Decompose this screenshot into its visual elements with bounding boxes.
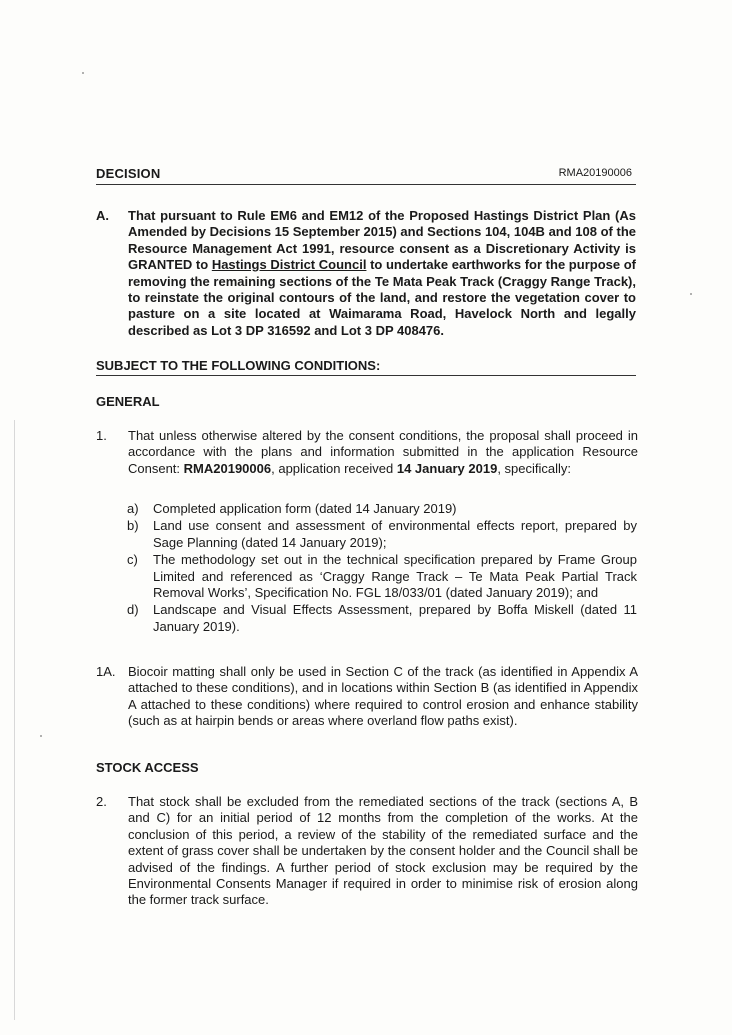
list-item: a) Completed application form (dated 14 January 2019) — [127, 501, 457, 516]
applicant-name: Hastings District Council — [211, 257, 367, 273]
condition-2-label: 2. — [96, 794, 107, 809]
decision-header — [96, 166, 636, 185]
stock-access-heading: STOCK ACCESS — [96, 760, 199, 775]
paragraph-a-label: A. — [96, 208, 109, 223]
consent-number: RMA20190006 — [183, 460, 272, 476]
scan-edge-line — [14, 420, 15, 1020]
list-item: c) The methodology set out in the technical specification prepared by Frame Group Limited and referenced as ‘Craggy Range Track – Te Mata Peak Partial Track Removal Works’, Specification No. FGL 18/033/01 (dated January 2019); and — [127, 552, 637, 601]
condition-2-text: That stock shall be excluded from the remediated sections of the track (sections A, B and C) for an initial period of 12 months from the completion of the works. At the conclusion of this period, a review of the stability of the remediated surface and the extent of grass cover shall be undertaken by the consent holder and the Council shall be advised of the findings. A further period of stock exclusion may be required by the Environmental Consents Manager if required in order to minimise risk of erosion along the former track surface. — [128, 794, 638, 908]
list-item: d) Landscape and Visual Effects Assessment, prepared by Boffa Miskell (dated 11 January 2019). — [127, 602, 637, 634]
scan-speck — [40, 735, 42, 737]
condition-1-items — [127, 501, 637, 636]
condition-1-label: 1. — [96, 428, 107, 443]
general-heading: GENERAL — [96, 394, 160, 409]
condition-1a-text: Biocoir matting shall only be used in Section C of the track (as identified in Appendix A attached to these conditions), and in locations within Section B (as identified in Appendix A attached to these conditions) where required to control erosion and enhance stability (such as at hairpin bends or areas where overland flow paths exist). — [128, 664, 638, 729]
list-item: b) Land use consent and assessment of environmental effects report, prepared by Sage Planning (dated 14 January 2019); — [127, 518, 637, 550]
received-date: 14 January 2019 — [396, 460, 498, 476]
scan-speck — [82, 72, 84, 74]
subject-heading: SUBJECT TO THE FOLLOWING CONDITIONS: — [96, 358, 636, 376]
decision-title: DECISION — [96, 166, 161, 181]
condition-1-text: That unless otherwise altered by the consent conditions, the proposal shall proceed in accordance with the plans and information submitted in the application Resource Consent: RMA20190006, application received 14 January 2019, specifically: — [128, 428, 638, 476]
condition-1a-label: 1A. — [96, 664, 116, 679]
scan-speck — [690, 293, 692, 295]
paragraph-a-text: That pursuant to Rule EM6 and EM12 of the Proposed Hastings District Plan (As Amended by Decisions 15 September 2015) and Sections 104, 104B and 108 of the Resource Management Act 1991, resource consent as a Discretionary Activity is GRANTED to Hastings District Council to undertake earthworks for the purpose of removing the remaining sections of the Te Mata Peak Track (Craggy Range Track), to reinstate the original contours of the land, and restore the vegetation cover to pasture on a site located at Waimarama Road, Havelock North and legally described as Lot 3 DP 316592 and Lot 3 DP 408476. — [128, 208, 636, 338]
decision-reference: RMA20190006 — [558, 167, 632, 179]
